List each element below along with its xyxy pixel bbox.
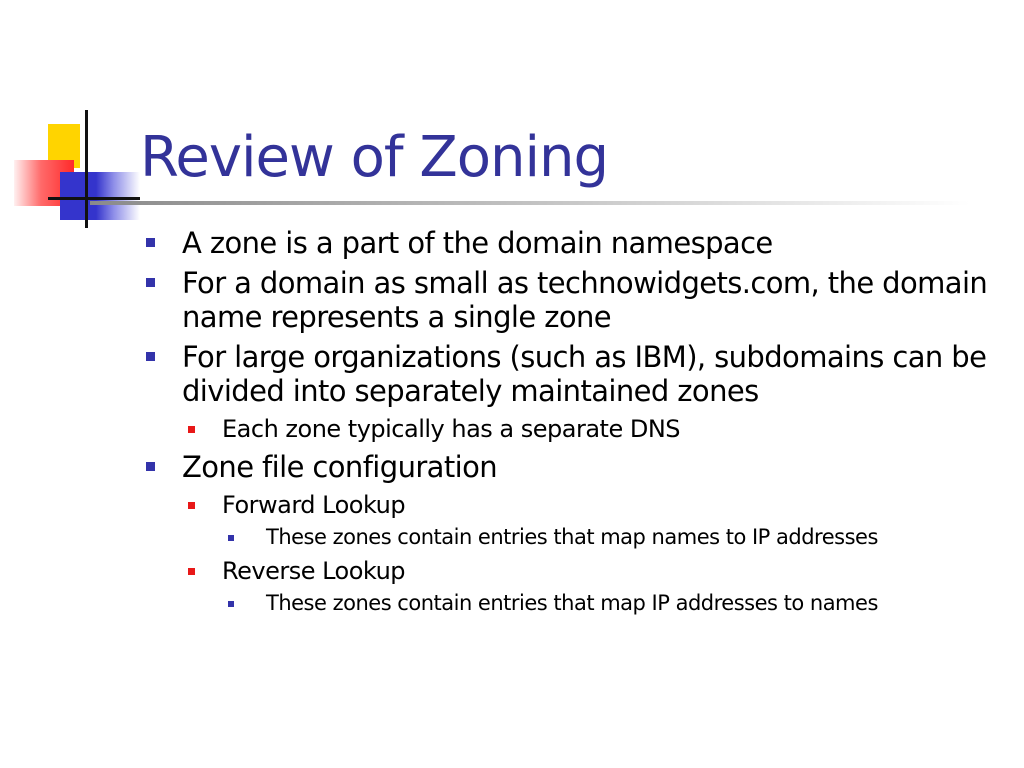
slide-title: Review of Zoning bbox=[140, 125, 609, 190]
bullet-text: For a domain as small as technowidgets.com, the domain name represents a single zone bbox=[182, 266, 988, 334]
sub-bullet-item bbox=[182, 490, 1002, 550]
sub-sub-bullet-text: These zones contain entries that map names to IP addresses bbox=[266, 525, 878, 549]
sub-sub-bullet-text: These zones contain entries that map IP addresses to names bbox=[266, 591, 878, 615]
blue-square bbox=[60, 172, 98, 220]
square-bullet-icon bbox=[228, 601, 234, 607]
sub-bullet-item bbox=[182, 414, 1002, 444]
bullet-item bbox=[142, 450, 1002, 616]
blue-fade bbox=[96, 172, 140, 220]
bullet-list bbox=[142, 226, 1002, 622]
sub-sub-bullet-item bbox=[222, 590, 1002, 616]
vertical-line bbox=[85, 110, 88, 228]
square-bullet-icon bbox=[188, 426, 195, 433]
bullet-text: For large organizations (such as IBM), subdomains can be divided into separately maintained zones bbox=[182, 340, 987, 408]
sub-bullet-text: Reverse Lookup bbox=[222, 557, 406, 585]
square-bullet-icon bbox=[146, 352, 155, 361]
square-bullet-icon bbox=[146, 462, 155, 471]
bullet-text: A zone is a part of the domain namespace bbox=[182, 226, 773, 260]
bullet-item bbox=[142, 226, 1002, 260]
square-bullet-icon bbox=[188, 502, 195, 509]
horizontal-line bbox=[48, 197, 140, 200]
bullet-item bbox=[142, 266, 1002, 334]
square-bullet-icon bbox=[146, 238, 155, 247]
sub-sub-bullet-item bbox=[222, 524, 1002, 550]
sub-bullet-text: Each zone typically has a separate DNS bbox=[222, 415, 681, 443]
square-bullet-icon bbox=[146, 278, 155, 287]
sub-bullet-text: Forward Lookup bbox=[222, 491, 406, 519]
title-rule bbox=[90, 201, 970, 205]
square-bullet-icon bbox=[188, 568, 195, 575]
square-bullet-icon bbox=[228, 535, 234, 541]
sub-bullet-item bbox=[182, 556, 1002, 616]
bullet-item bbox=[142, 340, 1002, 444]
bullet-text: Zone file configuration bbox=[182, 450, 497, 484]
